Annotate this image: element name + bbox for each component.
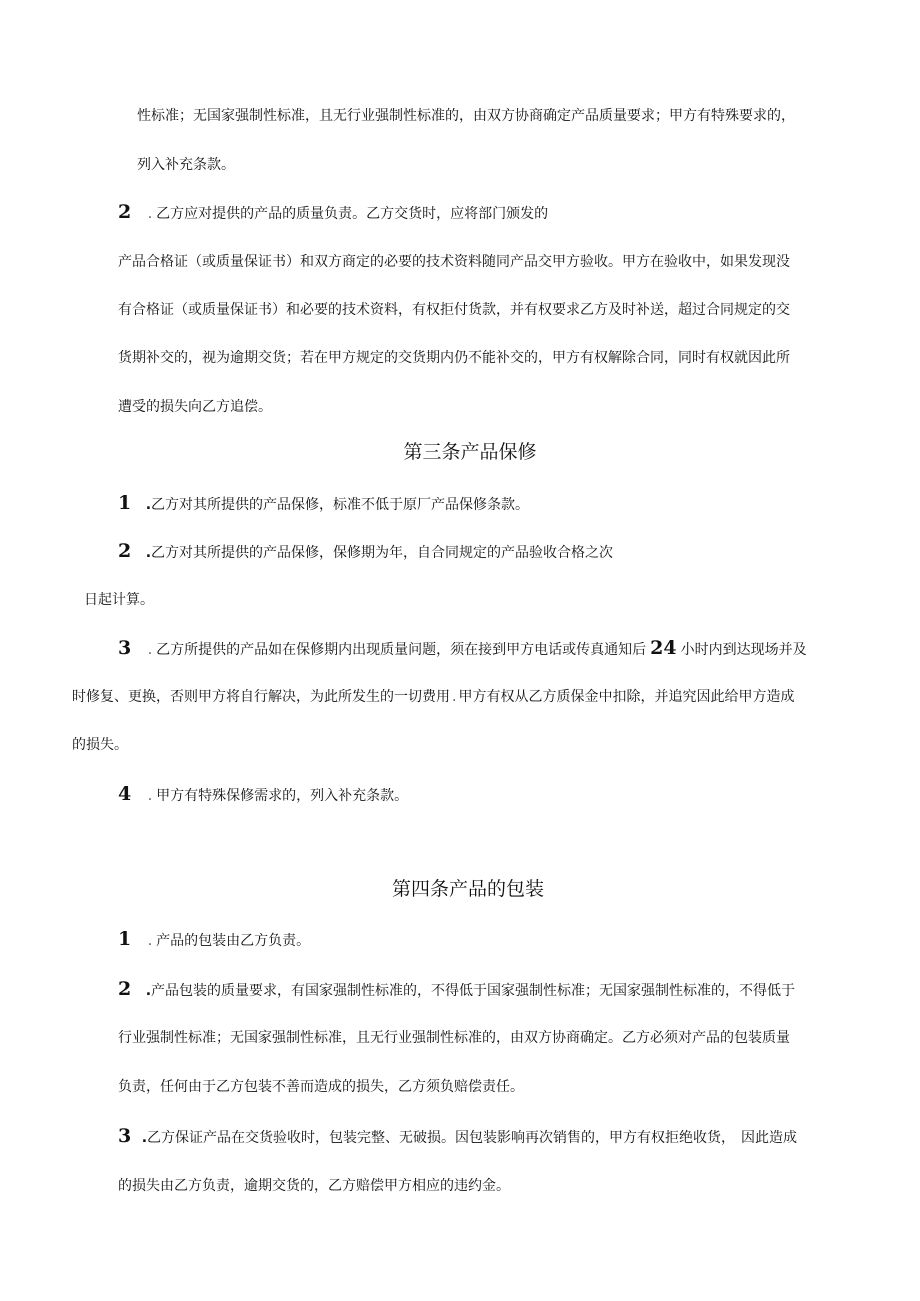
item-number: 3: [118, 1125, 132, 1147]
paragraph-line: 负责，任何由于乙方包装不善而造成的损失，乙方须负赔偿责任。: [118, 1079, 524, 1095]
list-item: 4 . 甲方有特殊保修需求的，列入补充条款。: [118, 783, 409, 805]
item-text: 因此造成: [741, 1130, 798, 1146]
section-title: 第三条产品保修: [403, 441, 537, 463]
item-number: 2: [118, 978, 132, 1000]
item-text: 产品的包装由乙方负责。: [156, 933, 311, 949]
paragraph-line: 性标准；无国家强制性标准，且无行业强制性标准的，由双方协商确定产品质量要求；甲方有特殊要求的，: [137, 108, 795, 124]
paragraph-line: 时修复、更换，否则甲方将自行解决，为此所发生的一切费用 . 甲方有权从乙方质保金中扣除，并追究因此给甲方造成: [72, 689, 795, 705]
item-text: 甲方有特殊保修需求的，列入补充条款。: [156, 788, 409, 804]
paragraph-line: 行业强制性标准；无国家强制性标准，且无行业强制性标准的，由双方协商确定。乙方必须对产品的包装质量: [118, 1030, 790, 1046]
item-text: 小时内到达现场并及: [680, 642, 807, 658]
list-item: 3 . 乙方所提供的产品如在保修期内出现质量问题，须在接到甲方电话或传真通知后 24 小时内到达现场并及: [118, 637, 807, 659]
item-text: 乙方所提供的产品如在保修期内出现质量问题，须在接到甲方电话或传真通知后: [156, 642, 647, 658]
paragraph-line: 日起计算。: [84, 592, 154, 608]
item-text: 乙方对其所提供的产品保修，标准不低于原厂产品保修条款。: [151, 497, 530, 513]
paragraph-line: 的损失。: [72, 737, 128, 753]
text-segment: 时修复、更换，否则甲方将自行解决，为此所发生的一切费用: [72, 689, 450, 705]
list-item: 2 .乙方对其所提供的产品保修，保修期为年，自合同规定的产品验收合格之次: [118, 540, 614, 562]
item-number: 3: [118, 637, 132, 659]
paragraph-line: 产品合格证（或质量保证书）和双方商定的必要的技术资料随同产品交甲方验收。甲方在验收中，如果发现没: [118, 254, 790, 270]
item-text: 乙方保证产品在交货验收时，包装完整、无破损。因包装影响再次销售的，甲方有权拒绝收货，: [147, 1130, 736, 1146]
paragraph-line: 有合格证（或质量保证书）和必要的技术资料，有权拒付货款，并有权要求乙方及时补送，超过合同规定的交: [118, 302, 790, 318]
list-item: 1 .乙方对其所提供的产品保修，标准不低于原厂产品保修条款。: [118, 492, 530, 514]
paragraph-line: 列入补充条款。: [137, 157, 235, 173]
item-number: 2: [118, 201, 132, 223]
item-text: 产品包装的质量要求，有国家强制性标准的，不得低于国家强制性标准；无国家强制性标准的，不得低于: [151, 983, 796, 999]
item-number: 1: [118, 492, 132, 514]
section-title: 第四条产品的包装: [391, 878, 544, 900]
paragraph-line: 货期补交的，视为逾期交货；若在甲方规定的交货期内仍不能补交的，甲方有权解除合同，同时有权就因此所: [118, 350, 790, 366]
text-segment: 甲方有权从乙方质保金中扣除，并追究因此给甲方造成: [458, 689, 795, 705]
item-number: 1: [118, 928, 132, 950]
paragraph-line: 的损失由乙方负责，逾期交货的，乙方赔偿甲方相应的违约金。: [118, 1178, 510, 1194]
item-text: 乙方应对提供的产品的质量负责。乙方交货时，应将部门颁发的: [156, 206, 549, 222]
list-item: 3 .乙方保证产品在交货验收时，包装完整、无破损。因包装影响再次销售的，甲方有权拒绝收货， 因此造成: [118, 1125, 798, 1147]
paragraph-line: 遭受的损失向乙方追偿。: [118, 399, 272, 415]
list-item-2-first-line: 2 . 乙方应对提供的产品的质量负责。乙方交货时，应将部门颁发的: [118, 201, 549, 223]
list-item: 1 . 产品的包装由乙方负责。: [118, 928, 311, 950]
hours-number: 24: [650, 637, 677, 659]
item-text: 乙方对其所提供的产品保修，保修期为年，自合同规定的产品验收合格之次: [151, 545, 614, 561]
list-item: 2 .产品包装的质量要求，有国家强制性标准的，不得低于国家强制性标准；无国家强制性标准的，不得低于: [118, 978, 796, 1000]
item-number: 2: [118, 540, 132, 562]
item-number: 4: [118, 783, 132, 805]
